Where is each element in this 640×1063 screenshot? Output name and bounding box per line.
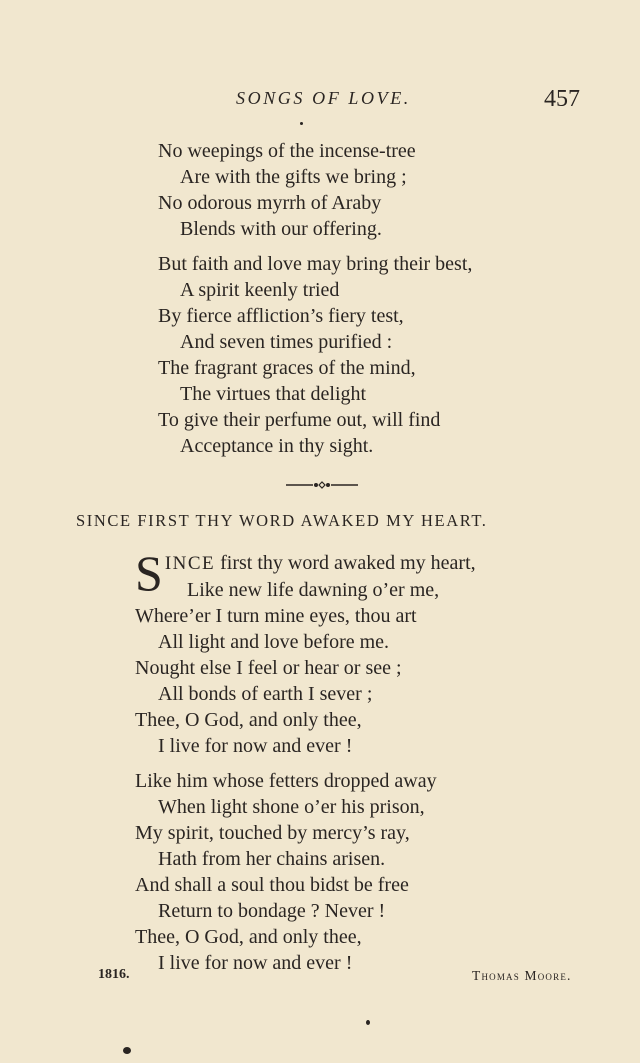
verse-line: I live for now and ever !	[158, 952, 353, 974]
verse-line: Thee, O God, and only thee,	[135, 709, 362, 731]
verse-line: All bonds of earth I sever ;	[158, 683, 373, 705]
verse-line: But faith and love may bring their best,	[158, 253, 473, 275]
poem-2	[135, 545, 476, 976]
verse-line: The fragrant graces of the mind,	[158, 357, 416, 379]
verse-line: Return to bondage ? Never !	[158, 900, 386, 922]
verse-line: Are with the gifts we bring ;	[180, 166, 407, 188]
ink-speck	[300, 122, 303, 125]
verse-line: My spirit, touched by mercy’s ray,	[135, 822, 410, 844]
verse-line: I live for now and ever !	[158, 735, 353, 757]
ornament-divider	[286, 479, 358, 491]
poem-title: SINCE FIRST THY WORD AWAKED MY HEART.	[76, 511, 488, 530]
verse-line: The virtues that delight	[180, 383, 367, 405]
verse-line: And shall a soul thou bidst be free	[135, 874, 409, 896]
poem-1	[158, 138, 472, 459]
ink-speck	[123, 1047, 131, 1054]
verse-line: To give their perfume out, will find	[158, 409, 441, 431]
stanza-gap	[135, 759, 476, 768]
verse-line: And seven times purified :	[180, 331, 393, 353]
running-head: SONGS OF LOVE.	[236, 88, 411, 108]
stanza-gap	[158, 242, 472, 251]
stanza	[135, 545, 476, 759]
page-number: 457	[544, 86, 580, 112]
verse-line: Blends with our offering.	[180, 218, 382, 240]
verse-line: Like him whose fetters dropped away	[135, 770, 437, 792]
verse-line: When light shone o’er his prison,	[158, 796, 425, 818]
verse-line: Acceptance in thy sight.	[180, 435, 374, 457]
verse-line: No odorous myrrh of Araby	[158, 192, 382, 214]
verse-line: A spirit keenly tried	[180, 279, 340, 301]
verse-line: Like new life dawning o’er me,	[187, 579, 440, 601]
verse-line: No weepings of the incense-tree	[158, 140, 416, 162]
verse-line: Nought else I feel or hear or see ;	[135, 657, 402, 679]
footer-author: Thomas Moore.	[472, 968, 572, 983]
verse-line: Hath from her chains arisen.	[158, 848, 386, 870]
stanza	[135, 768, 476, 976]
first-word-small-caps: INCE	[164, 553, 216, 574]
verse-line: All light and love before me.	[158, 631, 390, 653]
verse-line: By fierce affliction’s fiery test,	[158, 305, 404, 327]
stanza	[158, 138, 472, 242]
footer-date: 1816.	[98, 967, 130, 982]
verse-line: Where’er I turn mine eyes, thou art	[135, 605, 417, 627]
ink-speck	[366, 1020, 370, 1025]
first-line-rest: first thy word awaked my heart,	[215, 552, 476, 574]
verse-line: Thee, O God, and only thee,	[135, 926, 362, 948]
stanza	[158, 251, 472, 459]
drop-cap: S	[135, 545, 163, 601]
